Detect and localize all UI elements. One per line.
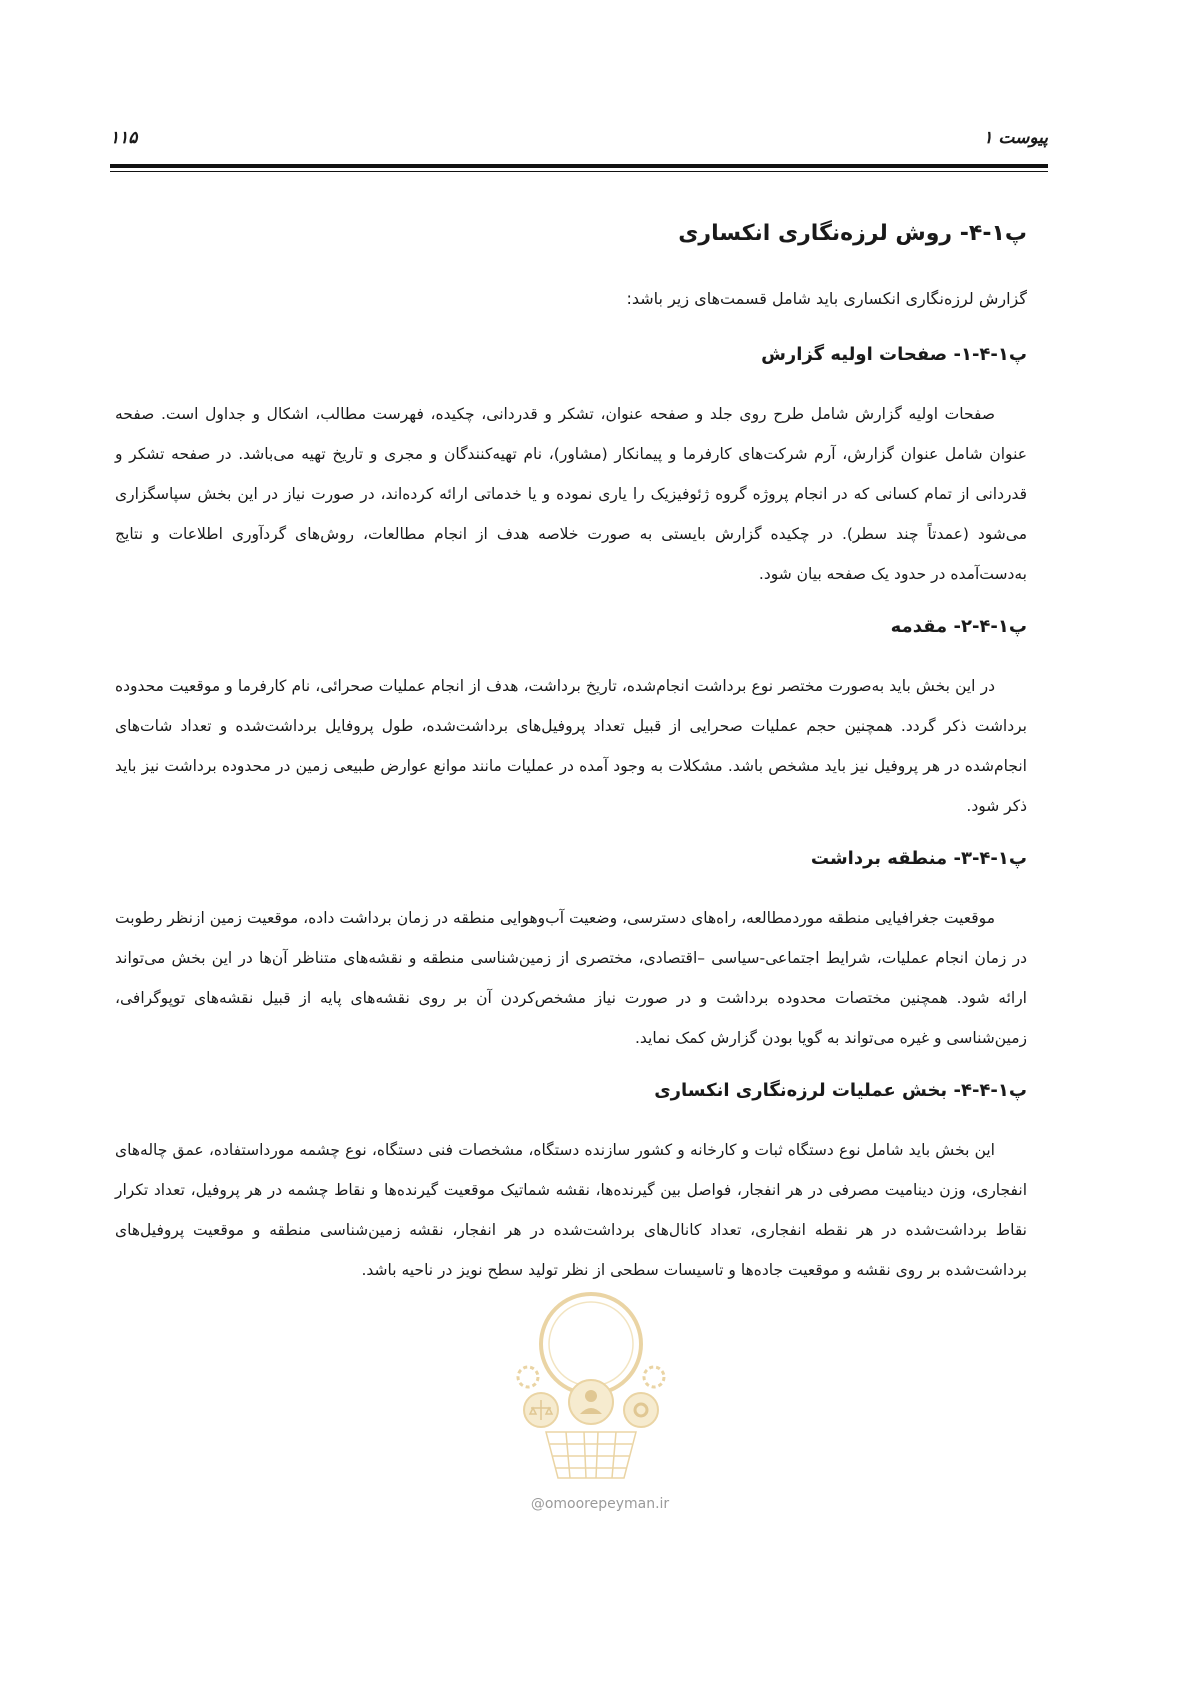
running-title: پیوست ۱	[983, 128, 1048, 148]
worker-icon	[569, 1380, 613, 1424]
page-number: ۱۱۵	[110, 128, 138, 148]
subsection-body-introduction: در این بخش باید به‌صورت مختصر نوع برداشت انجام‌شده، تاریخ برداشت، هدف از انجام عملیات صحرائی، نام کارفرما و موقعیت محدوده برداشت ذکر گردد. همچنین حجم عملیات صحرایی از قبیل تعداد پروفیل‌های برداشت‌شده، طول پروفایل برداشت‌شده و تعداد شات‌های انجام‌شده در هر پروفیل نیز باید مشخص باشد. مشکلات به وجود آمده در عملیات مانند موانع عوارض طبیعی زمین در محدوده برداشت نیز باید ذکر شود.	[115, 677, 1027, 815]
subsection-title-survey-area: پ۱-۴-۳- منطقه برداشت	[810, 848, 1027, 869]
section-intro: گزارش لرزه‌نگاری انکساری باید شامل قسمت‌های زیر باشد:	[626, 289, 1027, 308]
scale-icon	[524, 1393, 558, 1427]
watermark-url: @omoorepeyman.ir	[530, 1496, 670, 1512]
header-rule-thick	[110, 164, 1048, 168]
subsection-title-introduction: پ۱-۴-۲- مقدمه	[890, 616, 1027, 637]
section-title: پ۱-۴- روش لرزه‌نگاری انکساری	[678, 221, 1027, 246]
header-rule-thin	[110, 171, 1048, 172]
subsection-title-front-pages: پ۱-۴-۱- صفحات اولیه گزارش	[761, 344, 1027, 365]
gear-icon	[624, 1393, 658, 1427]
subsection-body-refraction-operations: این بخش باید شامل نوع دستگاه ثبات و کارخانه و کشور سازنده دستگاه، مشخصات فنی دستگاه، نوع چشمه مورداستفاده، عمق چاله‌های انفجاری، وزن دینامیت مصرفی در هر انفجار، فواصل بین گیرنده‌ها، نقشه شماتیک موقعیت گیرنده‌ها و نقاط چشمه در هر پروفیل، تعداد تکرار نقاط برداشت‌شده در هر نقطه انفجاری، تعداد کانال‌های برداشت‌شده در هر انفجار، نقشه زمین‌شناسی منطقه و موقعیت پروفیل‌های برداشت‌شده بر روی نقشه و موقعیت جاده‌ها و تاسیسات سطحی از نظر تولید سطح نویز در ناحیه باشد.	[115, 1141, 1027, 1279]
subsection-title-refraction-operations: پ۱-۴-۴- بخش عملیات لرزه‌نگاری انکساری	[654, 1080, 1027, 1101]
subsection-body-survey-area: موقعیت جغرافیایی منطقه موردمطالعه، راه‌های دسترسی، وضعیت آب‌وهوایی منطقه در زمان برداشت داده، موقعیت زمین ازنظر رطوبت در زمان انجام عملیات، شرایط اجتماعی-سیاسی –اقتصادی، مختصری از زمین‌شناسی منطقه و نقشه‌های متناظر آن‌ها در این بخش می‌تواند ارائه شود. همچنین مختصات محدوده برداشت و در صورت نیاز مشخص‌کردن آن بر روی نقشه‌های پایه از قبیل نقشه‌های توپوگرافی، زمین‌شناسی و غیره می‌تواند به گویا بودن گزارش کمک نماید.	[115, 909, 1027, 1047]
grid-emblem	[546, 1432, 636, 1478]
subsection-body-front-pages: صفحات اولیه گزارش شامل طرح روی جلد و صفحه عنوان، تشکر و قدردانی، چکیده، فهرست مطالب، اشکال و جداول است. صفحه عنوان شامل عنوان گزارش، آرم شرکت‌های کارفرما و پیمانکار (مشاور)، نام تهیه‌کنندگان و مجری و تاریخ تهیه می‌باشد. در صفحه تشکر و قدردانی از تمام کسانی که در انجام پروژه گروه ژئوفیزیک را یاری نموده و یا خدماتی ارائه کرده‌اند، در صورت نیاز در این بخش سپاسگزاری می‌شود (عمدتاً چند سطر). در چکیده گزارش بایستی به صورت خلاصه هدف از انجام مطالعات، روش‌های گردآوری اطلاعات و نتایج به‌دست‌آمده در حدود یک صفحه بیان شود.	[115, 405, 1027, 583]
page-header	[110, 128, 1048, 158]
document-body	[115, 218, 1027, 1308]
watermark-logo	[506, 1282, 676, 1492]
